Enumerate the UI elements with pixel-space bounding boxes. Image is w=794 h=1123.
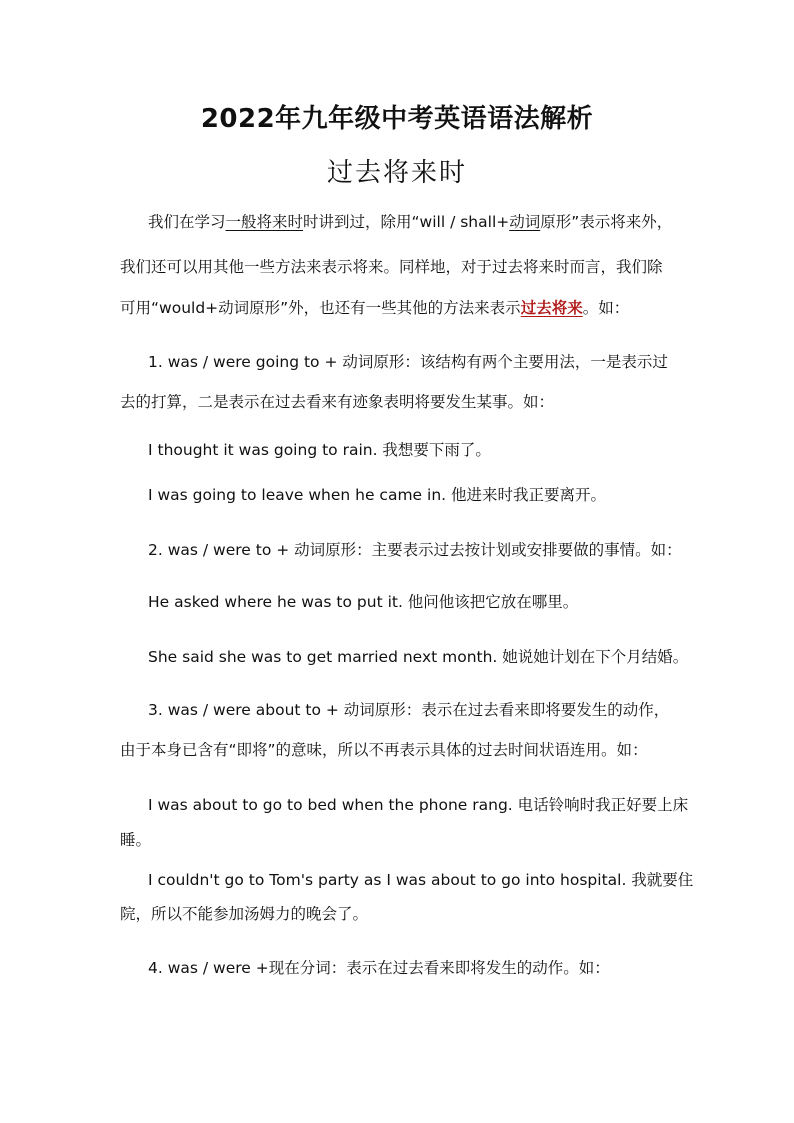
- intro-text: 可用“would+动词原形”外，也还有一些其他的方法来表示: [120, 299, 521, 317]
- section3-heading-line-1: 3. was / were about to + 动词原形：表示在过去看来即将要发生的动作，: [148, 701, 670, 719]
- document-subtitle: 过去将来时: [326, 158, 467, 188]
- section2-example-1: He asked where he was to put it. 他问他该把它放在哪里。: [148, 593, 579, 611]
- intro-text: 原形”表示将来外，: [540, 213, 673, 231]
- section3-example-1-line-2: 睡。: [120, 831, 152, 849]
- section2-heading: 2. was / were to + 动词原形：主要表示过去按计划或安排要做的事情。如：: [148, 541, 682, 559]
- intro-underlined-term: 一般将来时: [225, 213, 304, 231]
- section1-heading-line-2: 去的打算，二是表示在过去看来有迹象表明将要发生某事。如：: [120, 393, 555, 411]
- intro-text: 时讲到过，除用“will / shall+: [303, 213, 510, 231]
- document-title: 2022年九年级中考英语语法解析: [200, 104, 594, 134]
- section2-example-2: She said she was to get married next month. 她说她计划在下个月结婚。: [148, 648, 689, 666]
- intro-line-3: [120, 298, 680, 318]
- intro-line-1: [148, 212, 708, 232]
- intro-text: 我们在学习: [148, 213, 226, 231]
- section1-example-2: I was going to leave when he came in. 他进来时我正要离开。: [148, 486, 607, 504]
- section1-heading-line-1: 1. was / were going to + 动词原形：该结构有两个主要用法，一是表示过: [148, 353, 668, 371]
- section4-heading: 4. was / were +现在分词：表示在过去看来即将发生的动作。如：: [148, 959, 610, 977]
- intro-highlight-term: 过去将来: [520, 299, 583, 317]
- section3-example-2-line-1: I couldn't go to Tom's party as I was about to go into hospital. 我就要住: [148, 871, 694, 889]
- section3-heading-line-2: 由于本身已含有“即将”的意味，所以不再表示具体的过去时间状语连用。如：: [120, 741, 648, 759]
- intro-line-2: 我们还可以用其他一些方法来表示将来。同样地，对于过去将来时而言，我们除: [120, 258, 663, 276]
- section1-example-1: I thought it was going to rain. 我想要下雨了。: [148, 441, 491, 459]
- intro-text: 。如：: [582, 299, 630, 317]
- section3-example-2-line-2: 院，所以不能参加汤姆力的晚会了。: [120, 905, 369, 923]
- section3-example-1-line-1: I was about to go to bed when the phone rang. 电话铃响时我正好要上床: [148, 796, 689, 814]
- intro-underlined-term: 动词: [509, 213, 541, 231]
